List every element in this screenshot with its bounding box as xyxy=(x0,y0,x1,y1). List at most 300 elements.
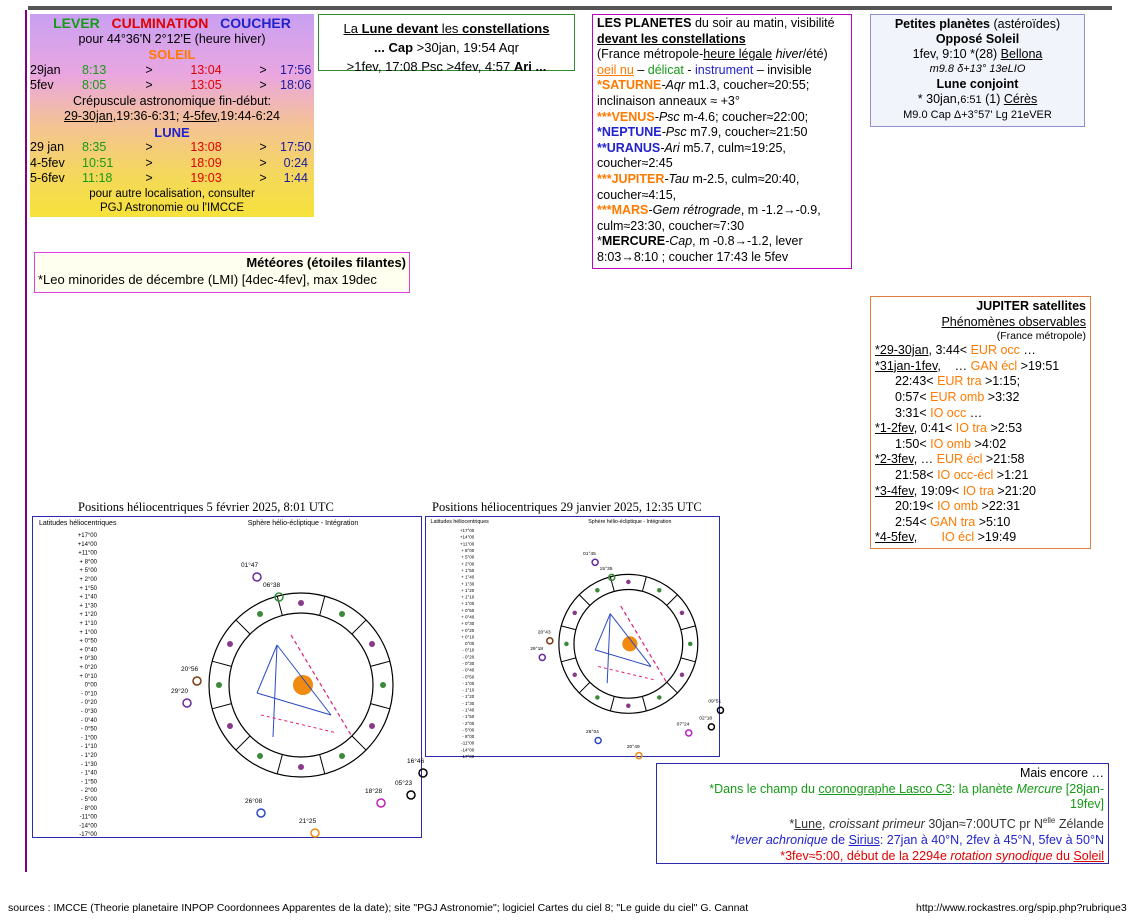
zodiac-sign-icon xyxy=(298,764,304,770)
time-cell-culm: 19:03 xyxy=(190,171,222,185)
zodiac-divider xyxy=(579,682,590,693)
mais-l4c: de xyxy=(827,832,849,847)
event-time: 22:43< xyxy=(895,374,938,389)
mc-t3: les xyxy=(438,21,463,36)
mer-text: , m -0.8→-1.2, lever xyxy=(692,234,803,249)
ast-ceres: Cérès xyxy=(1003,92,1038,106)
latitude-tick: - 1°30 xyxy=(80,761,97,768)
event-time: 2:54< xyxy=(895,514,931,529)
latitude-tick: + 0°30 xyxy=(79,656,97,663)
event-time: 0:57< xyxy=(895,389,931,404)
planet-symbol-icon xyxy=(595,737,601,743)
sat-name: SATURNE xyxy=(601,78,662,93)
planet-saturne xyxy=(597,78,847,94)
zodiac-sign-icon xyxy=(572,611,577,616)
event-date: *4-5fev xyxy=(875,530,914,545)
latitude-tick: - 0°10 xyxy=(80,691,97,698)
planet-symbol-icon xyxy=(547,638,553,644)
sun-moon-panel xyxy=(30,14,314,217)
ura-const: -Ari xyxy=(660,140,680,155)
mc-l3a: >1fev, 17:08 Psc >4fev, 4:57 xyxy=(346,59,514,74)
planet-mars xyxy=(597,203,847,219)
right-axis-label: Sphère hélio-écliptique - Intégration xyxy=(588,519,672,526)
mc-t1: La xyxy=(343,21,362,36)
mais-line-3 xyxy=(661,813,1104,833)
legend-instrument: instrument xyxy=(695,62,754,77)
event-end: >3:32 xyxy=(984,389,1020,404)
orbit-line xyxy=(273,645,277,737)
latitude-tick: -11°00 xyxy=(79,814,97,821)
asteroids-conj xyxy=(871,77,1084,92)
latitude-tick: + 0°40 xyxy=(461,614,475,620)
event-type: EUR tra xyxy=(937,374,982,389)
mais-lasco: coronographe Lasco C3 xyxy=(818,781,952,796)
pl-title-b: du soir au matin, visibilité xyxy=(691,16,835,30)
lever-heading: LEVER xyxy=(53,15,100,31)
orbit-line xyxy=(257,645,277,693)
twilight-times xyxy=(30,109,314,125)
legend-naked-eye: oeil nu xyxy=(597,62,634,77)
asteroids-panel xyxy=(870,14,1085,127)
latitude-tick: -17°00 xyxy=(79,832,97,839)
zodiac-sign-icon xyxy=(626,703,631,708)
time-cell-lever: 8:05 xyxy=(82,78,107,92)
asteroids-title xyxy=(871,17,1084,32)
planet-neptune xyxy=(597,125,847,141)
mais-l5a: *3fev≈5:00, début de la 2294e xyxy=(780,848,951,863)
zodiac-sign-icon xyxy=(564,642,569,647)
mais-l3g: Zélande xyxy=(1055,817,1104,832)
zodiac-divider xyxy=(352,620,366,634)
meteors-panel xyxy=(34,252,410,293)
event-end: … xyxy=(966,405,983,420)
sun-header xyxy=(30,16,314,32)
mer-const: -Cap xyxy=(665,234,693,249)
ura-text: m5.7, culm≈19:25, xyxy=(679,140,786,155)
helio-chart-1 xyxy=(32,516,425,839)
mais-l4e: : 27jan à 40°N, 2fev à 45°N, 5fev à 50°N xyxy=(879,832,1104,847)
event-end: >19:51 xyxy=(1017,358,1060,373)
mc-l3c: ... xyxy=(531,59,547,74)
zodiac-divider xyxy=(681,658,696,662)
mais-croissant: croissant primeur xyxy=(828,817,925,832)
position-label: 16°46 xyxy=(407,758,425,765)
mais-l3a: * xyxy=(789,817,795,832)
time-cell-date: 5-6fev xyxy=(30,171,65,185)
location-text: pour 44°36'N 2°12'E (heure hiver) xyxy=(78,31,266,46)
top-rule xyxy=(28,6,1112,10)
jupiter-satellites-panel xyxy=(870,296,1091,549)
mer-name: MERCURE xyxy=(601,234,666,249)
time-cell-lever: 8:35 xyxy=(82,140,107,154)
jupiter-event-row xyxy=(875,343,1086,359)
position-label: 29°18 xyxy=(530,646,544,652)
latitude-tick: + 2°00 xyxy=(461,561,475,567)
event-time: , … xyxy=(913,452,937,467)
mais-line-2: 19fev] xyxy=(1069,797,1104,812)
time-cell-sep2: > xyxy=(259,155,267,170)
latitude-tick: + 5°00 xyxy=(79,568,97,575)
jupiter-event-row xyxy=(875,530,1086,546)
zodiac-sign-icon xyxy=(227,723,233,729)
mc-l2c: >30jan, 19:54 Aqr xyxy=(413,40,519,55)
jup-text: m-2.5, culm≈20:40, xyxy=(688,171,800,186)
time-cell-lever: 11:18 xyxy=(82,171,113,185)
mars-star: *** xyxy=(597,203,612,218)
sat-const: -Aqr xyxy=(661,78,685,93)
latitude-tick: + 1°40 xyxy=(79,594,97,601)
nep-star: * xyxy=(597,125,602,140)
ast-l3b: 6:51 xyxy=(960,94,982,106)
zodiac-divider xyxy=(561,626,576,630)
latitude-tick: 0°00 xyxy=(84,682,97,689)
time-row xyxy=(30,140,314,156)
planet-symbol-icon xyxy=(377,799,385,807)
planets-title xyxy=(597,16,847,32)
latitude-tick: +11°00 xyxy=(78,550,97,557)
ast-title-a: Petites planètes xyxy=(894,17,990,31)
right-axis-label: Sphère hélio-écliptique - Intégration xyxy=(247,520,359,527)
time-cell-lever: 10:51 xyxy=(82,155,114,170)
planet-venus xyxy=(597,110,847,126)
mc-l2b: Cap xyxy=(388,40,414,55)
zodiac-divider xyxy=(236,736,250,750)
zodiac-sign-icon xyxy=(369,641,375,647)
position-label: 26°04 xyxy=(586,729,599,735)
time-cell-sep2: > xyxy=(259,140,267,154)
time-row xyxy=(30,78,314,94)
event-end: >22:31 xyxy=(978,499,1021,514)
zodiac-divider xyxy=(667,595,678,606)
moon-const-line-2 xyxy=(319,38,574,57)
planet-symbol-icon xyxy=(253,573,261,581)
mais-l1e: [28jan- xyxy=(1062,781,1104,796)
ven-name: VENUS xyxy=(611,109,655,124)
latitude-tick: - 0°10 xyxy=(462,647,475,653)
mais-l5c: du xyxy=(1052,848,1074,863)
time-cell-coucher: 17:56 xyxy=(280,62,312,77)
event-time: , xyxy=(913,530,942,545)
latitude-tick: +14°00 xyxy=(77,541,97,548)
latitude-tick: - 5°00 xyxy=(80,797,97,803)
jup-const: -Tau xyxy=(664,171,689,186)
event-type: IO omb xyxy=(930,436,972,451)
position-label: 06°38 xyxy=(263,582,281,589)
mais-l1a: *Dans le champ du xyxy=(709,781,819,796)
event-type: IO tra xyxy=(955,421,988,436)
jupiter-event-row xyxy=(875,437,1086,453)
planet-symbol-icon xyxy=(183,699,191,707)
zodiac-sign-icon xyxy=(680,673,685,678)
latitude-tick: +14°00 xyxy=(459,534,475,540)
latitude-tick: - 0°40 xyxy=(80,717,97,724)
nep-const: -Psc xyxy=(661,125,687,140)
latitude-tick: + 0°10 xyxy=(79,673,97,680)
zodiac-sign-icon xyxy=(216,682,222,688)
leg-sep-1: – xyxy=(633,62,648,77)
ura-name: URANUS xyxy=(606,140,661,155)
latitude-tick: - 0°40 xyxy=(462,667,475,673)
mc-t2: Lune devant xyxy=(361,21,439,36)
time-cell-lever: 8:13 xyxy=(82,62,107,77)
time-cell-sep1: > xyxy=(145,62,153,77)
zodiac-divider xyxy=(236,620,250,634)
planet-symbol-icon xyxy=(636,753,642,759)
footer-url[interactable]: http://www.rockastres.org/spip.php?rubrique3 xyxy=(916,902,1127,914)
latitude-tick: + 1°20 xyxy=(461,587,475,593)
mars-name: MARS xyxy=(611,203,649,218)
latitude-tick: - 0°20 xyxy=(80,700,97,707)
event-date: *3-4fev xyxy=(875,483,914,498)
mais-line-5 xyxy=(661,849,1104,865)
pl-sub-end: /été) xyxy=(802,47,828,62)
pl-title-a: LES PLANETES xyxy=(597,16,692,30)
ven-text: m-4.6; coucher≈22:00; xyxy=(679,109,809,124)
time-row xyxy=(30,156,314,172)
planet-symbol-icon xyxy=(592,559,598,565)
event-type: IO occ-écl xyxy=(937,467,994,482)
ura-star: ** xyxy=(597,140,607,155)
jupiter-set: coucher≈4:15, xyxy=(597,187,677,202)
ast-title-b: (astéroïdes) xyxy=(990,17,1061,31)
event-time: , 3:44< xyxy=(928,343,971,358)
meteors-text: *Leo minorides de décembre (LMI) [4dec-4fev], max 19dec xyxy=(38,272,377,287)
latitude-tick: + 0°30 xyxy=(461,621,475,627)
planet-symbol-icon xyxy=(708,724,714,730)
event-end: >1:21 xyxy=(993,467,1029,482)
latitude-tick: - 1°10 xyxy=(462,687,475,693)
zodiac-divider xyxy=(667,682,678,693)
time-cell-coucher: 18:06 xyxy=(280,78,312,92)
latitude-tick: -17°00 xyxy=(460,753,475,759)
time-cell-culm: 13:04 xyxy=(190,62,222,77)
mars-set: culm≈23:30, coucher≈7:30 xyxy=(597,218,745,233)
jupiter-event-row xyxy=(875,406,1086,422)
asteroids-oppose xyxy=(871,32,1084,47)
planets-panel xyxy=(592,14,852,269)
latitude-tick: - 1°00 xyxy=(462,680,475,686)
mais-achronique: lever achronique xyxy=(735,832,828,847)
mais-lune: Lune xyxy=(794,817,823,832)
mais-mercure: Mercure xyxy=(1016,781,1063,796)
latitude-tick: -14°00 xyxy=(79,823,97,830)
jupiter-title: JUPITER satellites xyxy=(976,299,1086,313)
orbit-line xyxy=(610,614,651,667)
orbit-line xyxy=(607,614,610,683)
position-label: 29°20 xyxy=(171,688,189,695)
zodiac-sign-icon xyxy=(688,642,693,647)
ast-l1a: 1fev, 9:10 *(28) xyxy=(912,47,1001,61)
ast-bellona: Bellona xyxy=(1000,47,1043,61)
latitude-tick: + 1°40 xyxy=(461,574,475,580)
latitude-tick: - 1°50 xyxy=(462,714,475,720)
asteroids-line-4: M9.0 Cap Δ+3°57' Lg 21eVER xyxy=(903,109,1052,121)
mais-l1c: : la planète xyxy=(951,781,1017,796)
zodiac-divider xyxy=(320,755,325,774)
jupiter-event-row xyxy=(875,359,1086,375)
event-time: 1:50< xyxy=(895,436,931,451)
position-label: 09°51 xyxy=(708,699,722,705)
latitude-tick: - 0°30 xyxy=(80,709,97,715)
zodiac-sign-icon xyxy=(595,695,600,700)
event-type: GAN tra xyxy=(930,514,976,529)
time-row xyxy=(30,171,314,187)
event-end: >4:02 xyxy=(971,436,1007,451)
event-time: , 19:09< xyxy=(913,483,963,498)
planet-uranus xyxy=(597,141,847,157)
mer-star: * xyxy=(597,234,602,249)
event-type: EUR écl xyxy=(936,452,983,467)
event-time: , 0:41< xyxy=(913,421,956,436)
time-cell-sep2: > xyxy=(259,78,267,92)
zodiac-sign-icon xyxy=(680,611,685,616)
mc-l2a: ... xyxy=(374,40,389,55)
zodiac-divider xyxy=(642,577,646,592)
latitude-tick: + 1°50 xyxy=(461,567,475,573)
latitude-tick: -11°00 xyxy=(461,740,475,746)
mercure-set: 8:03→8:10 ; coucher 17:43 le 5fev xyxy=(597,249,789,264)
planet-jupiter xyxy=(597,172,847,188)
ven-star: *** xyxy=(597,109,612,124)
event-type: GAN écl xyxy=(970,358,1018,373)
event-date: *29-30jan xyxy=(875,343,929,358)
time-cell-date: 29 jan xyxy=(30,140,65,154)
latitude-tick: - 1°30 xyxy=(462,700,475,706)
ast-l2: m9.8 δ+13° 13eLIO xyxy=(929,63,1026,75)
zodiac-sign-icon xyxy=(380,682,386,688)
planet-symbol-icon xyxy=(193,677,201,685)
moon-rows xyxy=(30,140,314,187)
twilight-time-1: ,19:36-6:31; xyxy=(112,109,180,123)
event-end: >19:49 xyxy=(974,530,1017,545)
coucher-heading: COUCHER xyxy=(220,15,291,31)
left-axis-label: Latitudes héliocentriques xyxy=(430,519,489,526)
helio-title-1: Positions héliocentriques 5 février 2025, 8:01 UTC xyxy=(78,500,334,514)
time-cell-sep1: > xyxy=(145,140,153,154)
time-cell-coucher: 1:44 xyxy=(283,171,308,185)
latitude-tick: - 0°50 xyxy=(462,674,475,680)
event-time: 21:58< xyxy=(895,467,938,482)
time-cell-sep1: > xyxy=(145,78,153,92)
mais-title: Mais encore … xyxy=(1019,766,1104,780)
event-type: IO écl xyxy=(941,530,975,545)
ast-oppose: Opposé Soleil xyxy=(935,32,1020,46)
culmination-heading: CULMINATION xyxy=(111,15,209,31)
latitude-tick: + 2°00 xyxy=(79,577,97,583)
time-cell-sep2: > xyxy=(259,171,267,185)
mais-l4a: * xyxy=(730,832,736,847)
position-label: 01°45 xyxy=(583,551,596,557)
latitude-tick: + 5°00 xyxy=(461,554,475,560)
time-cell-sep1: > xyxy=(145,155,153,170)
mais-l3e: 30jan≈7:00UTC pr N xyxy=(924,817,1043,832)
legend-delicate: délicat xyxy=(647,62,684,77)
planets-legend xyxy=(597,63,847,79)
zodiac-sign-icon xyxy=(657,588,662,593)
event-type: EUR omb xyxy=(930,389,985,404)
event-type: IO omb xyxy=(937,499,979,514)
zodiac-divider xyxy=(610,696,614,711)
latitude-tick: + 1°00 xyxy=(79,629,97,636)
zodiac-divider xyxy=(320,596,325,615)
mc-l3b: Ari xyxy=(513,59,532,74)
zodiac-divider xyxy=(371,661,390,666)
moon-line xyxy=(598,666,655,680)
zodiac-divider xyxy=(642,696,646,711)
zodiac-divider xyxy=(579,595,590,606)
latitude-tick: - 0°30 xyxy=(462,660,475,666)
time-row xyxy=(30,63,314,79)
position-label: 15°35 xyxy=(599,566,613,572)
latitude-tick: + 1°10 xyxy=(79,621,97,627)
zodiac-sign-icon xyxy=(626,580,631,585)
position-label: 01°47 xyxy=(241,562,259,569)
ast-conj: Lune conjoint xyxy=(936,77,1019,91)
position-label: 07°24 xyxy=(676,722,690,728)
helio-chart-2-svg xyxy=(426,517,722,759)
event-time: 3:31< xyxy=(895,405,931,420)
time-cell-date: 4-5fev xyxy=(30,155,65,170)
zodiac-sign-icon xyxy=(298,600,304,606)
moon-const-line-3 xyxy=(319,57,574,76)
jupiter-events xyxy=(875,343,1086,546)
mais-l3f: elle xyxy=(1042,816,1056,826)
mais-sirius: Sirius xyxy=(848,832,880,847)
planet-symbol-icon xyxy=(311,829,319,837)
latitude-tick: - 1°40 xyxy=(80,770,97,777)
jupiter-event-row xyxy=(875,484,1086,500)
position-label: 20°49 xyxy=(626,745,640,751)
event-end: >5:10 xyxy=(975,514,1011,529)
latitude-tick: - 1°00 xyxy=(80,735,97,742)
zodiac-sign-icon xyxy=(595,588,600,593)
event-type: EUR occ xyxy=(970,343,1020,358)
event-date: *31jan-1fev xyxy=(875,358,938,373)
latitude-tick: + 0°10 xyxy=(461,634,475,640)
event-time: 20:19< xyxy=(895,499,938,514)
zodiac-divider xyxy=(352,736,366,750)
zodiac-divider xyxy=(212,661,231,666)
asteroids-line-2 xyxy=(871,62,1084,77)
time-cell-date: 29jan xyxy=(30,62,61,77)
time-cell-culm: 18:09 xyxy=(190,155,222,170)
moon-const-title xyxy=(319,19,574,38)
latitude-tick: - 0°20 xyxy=(462,654,475,660)
leg-sep-2: - xyxy=(683,62,695,77)
pl-sub-i: hiver xyxy=(772,47,803,62)
event-end: >1:15; xyxy=(981,374,1021,389)
event-end: … xyxy=(1019,343,1036,358)
latitude-tick: + 1°10 xyxy=(461,594,475,600)
jup-name: JUPITER xyxy=(611,171,665,186)
jupiter-event-row xyxy=(875,468,1086,484)
time-cell-coucher: 0:24 xyxy=(283,155,308,170)
jupiter-note: (France métropole) xyxy=(996,330,1086,343)
nep-text: m7.9, coucher≈21:50 xyxy=(686,125,808,140)
time-cell-coucher: 17:50 xyxy=(280,140,312,154)
time-cell-sep2: > xyxy=(259,62,267,77)
twilight-time-2: ,19:44-6:24 xyxy=(216,109,280,123)
pl-title-c: devant les constellations xyxy=(597,31,746,46)
ast-l3c: (1) xyxy=(981,92,1004,106)
saturne-rings: inclinaison anneaux ≈ +3° xyxy=(597,93,740,108)
zodiac-sign-icon xyxy=(339,753,345,759)
zodiac-sign-icon xyxy=(657,695,662,700)
zodiac-sign-icon xyxy=(257,611,263,617)
zodiac-divider xyxy=(681,626,696,630)
planets-subtitle xyxy=(597,32,847,48)
pl-sub: (France métropole- xyxy=(597,47,704,62)
